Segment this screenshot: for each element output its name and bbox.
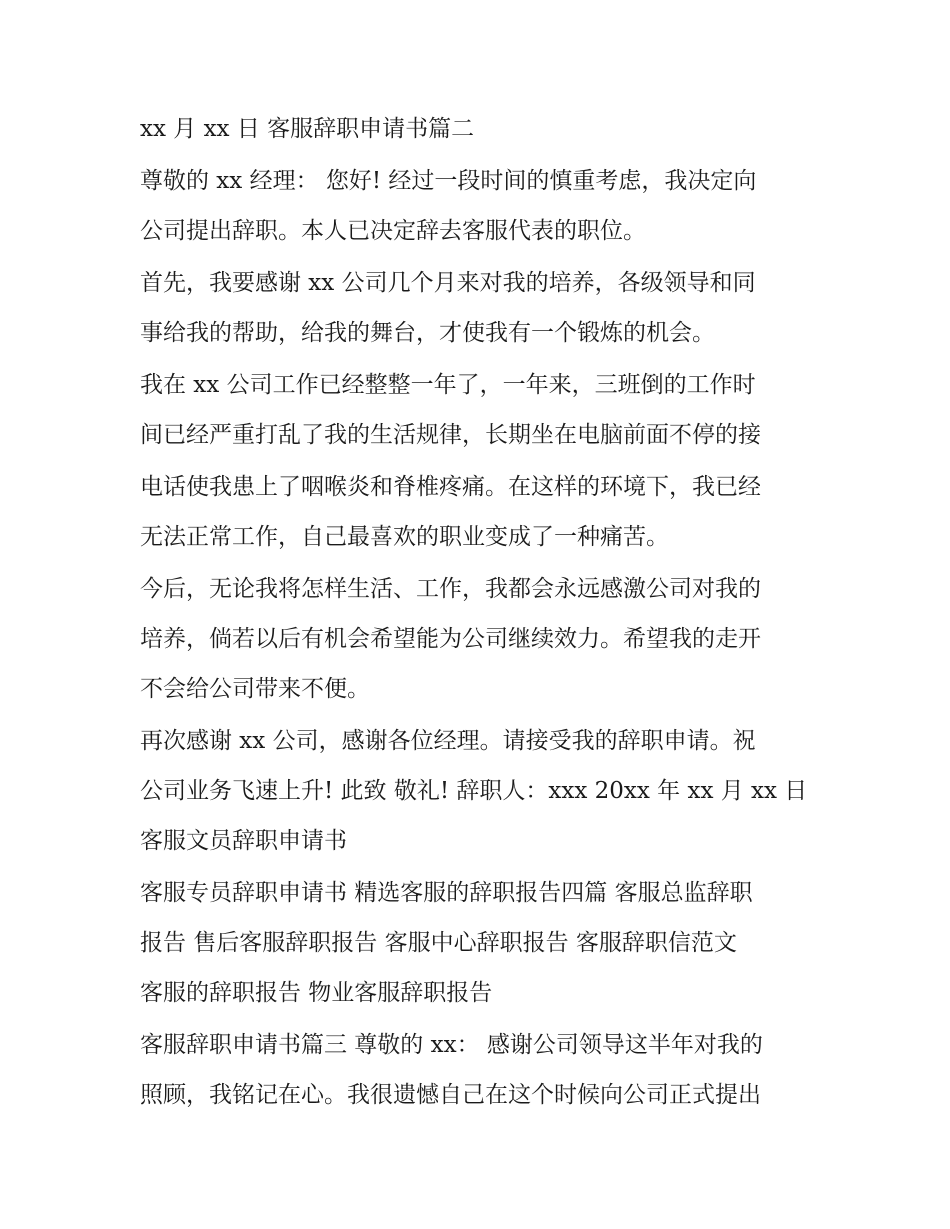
text-line: 照顾，我铭记在心。我很遗憾自己在这个时候向公司正式提出 [140,1082,761,1108]
text-line: 再次感谢 xx 公司，感谢各位经理。请接受我的辞职申请。祝 [140,728,756,754]
text-line: 培养，倘若以后有机会希望能为公司继续效力。希望我的走开 [140,626,761,652]
text-line: 首先，我要感谢 xx 公司几个月来对我的培养，各级领导和同 [140,270,756,296]
text-line: 公司提出辞职。本人已决定辞去客服代表的职位。 [140,218,646,244]
text-line: xx 月 xx 日 客服辞职申请书篇二 [140,116,475,142]
text-line: 间已经严重打乱了我的生活规律，长期坐在电脑前面不停的接 [140,422,761,448]
text-line: 不会给公司带来不便。 [140,676,370,702]
text-line: 今后，无论我将怎样生活、工作，我都会永远感激公司对我的 [140,576,761,602]
text-line: 客服的辞职报告 物业客服辞职报告 [140,980,493,1006]
text-line: 我在 xx 公司工作已经整整一年了，一年来，三班倒的工作时 [140,372,756,398]
text-line: 无法正常工作，自己最喜欢的职业变成了一种痛苦。 [140,524,669,550]
text-line: 事给我的帮助，给我的舞台，才使我有一个锻炼的机会。 [140,320,715,346]
text-line: 客服文员辞职申请书 [140,828,347,854]
text-line: 公司业务飞速上升! 此致 敬礼! 辞职人：xxx 20xx 年 xx 月 xx 日 [140,778,808,804]
text-line: 电话使我患上了咽喉炎和脊椎疼痛。在这样的环境下，我已经 [140,474,761,500]
text-line: 尊敬的 xx 经理： 您好! 经过一段时间的慎重考虑，我决定向 [140,168,757,194]
text-line: 客服专员辞职申请书 精选客服的辞职报告四篇 客服总监辞职 [140,880,753,906]
text-line: 报告 售后客服辞职报告 客服中心辞职报告 客服辞职信范文 [140,930,737,956]
text-line: 客服辞职申请书篇三 尊敬的 xx： 感谢公司领导这半年对我的 [140,1032,763,1058]
